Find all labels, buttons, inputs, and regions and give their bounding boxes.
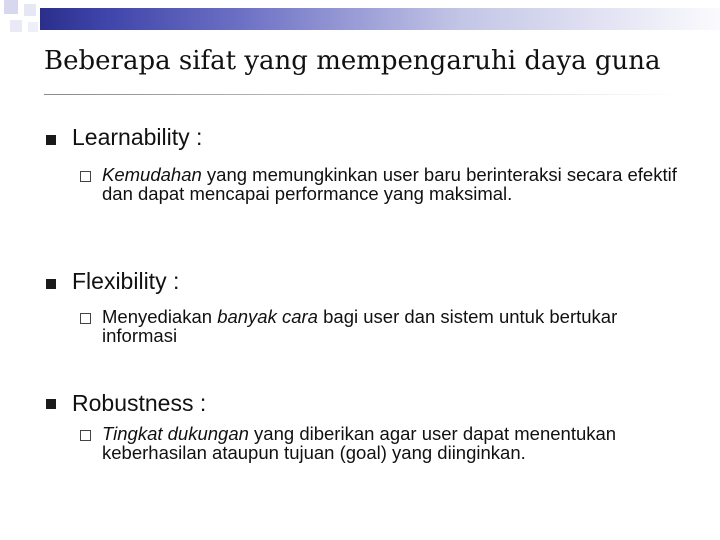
- detail-text: yang memungkinkan user baru berinteraksi secara efektif dan dapat mencapai performance yang maksimal.: [102, 164, 677, 204]
- item-detail-robustness: [102, 424, 692, 462]
- item-detail-learnability: [102, 165, 692, 203]
- emphasis-text: Kemudahan: [102, 164, 202, 185]
- slide-title: Beberapa sifat yang mempengaruhi daya guna: [44, 46, 661, 76]
- item-heading-flexibility: Flexibility :: [72, 268, 180, 294]
- hollow-square-bullet-icon: [80, 171, 91, 182]
- square-bullet-icon: [46, 399, 56, 409]
- square-bullet-icon: [46, 135, 56, 145]
- header-gradient-bar: [40, 8, 720, 30]
- header-square: [10, 20, 22, 32]
- header-square: [28, 22, 38, 32]
- hollow-square-bullet-icon: [80, 430, 91, 441]
- item-detail-flexibility: [102, 307, 692, 345]
- item-heading-learnability: Learnability :: [72, 124, 203, 150]
- emphasis-text: Tingkat dukungan: [102, 423, 249, 444]
- square-bullet-icon: [46, 279, 56, 289]
- detail-text: yang diberikan agar user dapat menentukan keberhasilan ataupun tujuan (goal) yang diinginkan.: [102, 423, 617, 463]
- hollow-square-bullet-icon: [80, 313, 91, 324]
- header-square: [24, 4, 36, 16]
- detail-text: bagi user dan sistem untuk bertukar informasi: [102, 306, 618, 346]
- header-square: [4, 0, 18, 14]
- header-decoration: [0, 0, 720, 40]
- item-heading-robustness: Robustness :: [72, 390, 207, 416]
- detail-text: Menyediakan: [102, 306, 218, 327]
- title-underline: [44, 94, 684, 95]
- emphasis-text: banyak cara: [217, 306, 318, 327]
